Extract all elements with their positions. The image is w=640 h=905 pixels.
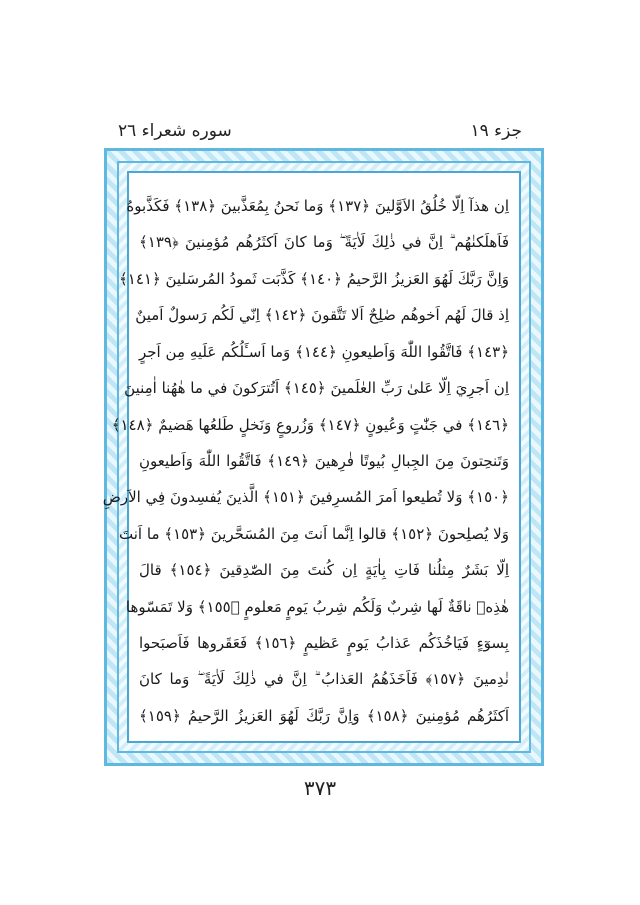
text-line-15: اَكثَرُهُم مُؤمِنينَ ﴿١٥٨﴾ وَاِنَّ رَبَّكَ لَهُوَ العَزيزُ الرَّحيمُ ﴿١٥٩﴾: [139, 706, 509, 725]
text-line-13: بِسوٓءٍ فَيَاخُذَكُم عَذابُ يَومٍ عَظيمٍ ﴿١٥٦﴾ فَعَقَروها فَاَصبَحوا: [139, 634, 509, 653]
text-line-6: اِن اَجرِيَ اِلّا عَلىٰ رَبِّ العٰلَمينَ ﴿١٤٥﴾ اَتُترَكونَ في ما هٰهُنا اٰمِنينَ: [124, 379, 509, 398]
text-line-8: وَتَنحِتونَ مِنَ الجِبالِ بُيوتًا فٰرِهينَ ﴿١٤٩﴾ فَاتَّقُوا اللّٰهَ وَاَطيعونِ: [139, 451, 510, 470]
quran-text: [102, 189, 510, 733]
ornamental-frame: [104, 148, 544, 766]
text-panel: [102, 171, 521, 743]
text-line-5: ﴿١٤٣﴾ فَاتَّقُوا اللّٰهَ وَاَطيعونِ ﴿١٤٤﴾ وَما اَسـَٔلُكُم عَلَيهِ مِن اَجرٍ: [139, 342, 509, 361]
page-header: [118, 116, 522, 146]
text-line-2: فَاَهلَكنٰهُم ۗ اِنَّ في ذٰلِكَ لَاٰيَةً ۖ وَما كانَ اَكثَرُهُم مُؤمِنينَ ﴿١٣٩﴾: [139, 233, 509, 252]
text-line-12: هٰذِهٖ ناقَةٌ لَها شِربٌ وَلَكُم شِربُ يَومٍ مَعلومٍ ﴿١٥٥﴾ وَلا تَمَسّوها: [125, 597, 509, 616]
text-line-7: ﴿١٤٦﴾ في جَنّٰتٍ وَعُيونٍ ﴿١٤٧﴾ وَزُروعٍ وَنَخلٍ طَلعُها هَضيمٌ ﴿١٤٨﴾: [111, 415, 509, 434]
juz-label: جزء ١٩: [470, 121, 522, 141]
text-line-4: اِذ قالَ لَهُم اَخوهُم صٰلِحٌ اَلا تَتَّقونَ ﴿١٤٢﴾ اِنّي لَكُم رَسولٌ اَمينٌ: [135, 306, 509, 325]
text-line-14: نٰدِمينَ ﴿١٥٧﴾ فَاَخَذَهُمُ العَذابُ ۗ اِنَّ في ذٰلِكَ لَاٰيَةً ۖ وَما كانَ: [139, 670, 509, 689]
page-number: ٣٧٣: [303, 776, 337, 800]
text-line-1: اِن هذآ اِلّا خُلُقُ الاَوَّلينَ ﴿١٣٧﴾ وَما نَحنُ بِمُعَذَّبينَ ﴿١٣٨﴾ فَكَذَّبوهُ: [126, 197, 509, 215]
surah-label: سوره شعراء ٢٦: [118, 121, 232, 141]
frame-border: [102, 161, 531, 753]
text-line-10: وَلا يُصلِحونَ ﴿١٥٢﴾ قالوا اِنَّما اَنتَ مِنَ المُسَحَّرينَ ﴿١٥٣﴾ ما اَنتَ: [119, 524, 509, 543]
text-line-9: ﴿١٥٠﴾ وَلا تُطيعوا اَمرَ المُسرِفينَ ﴿١٥١﴾ الَّذينَ يُفسِدونَ فِي الاَرضِ: [102, 488, 509, 507]
text-line-3: وَاِنَّ رَبَّكَ لَهُوَ العَزيزُ الرَّحيمُ ﴿١٤٠﴾ كَذَّبَت ثَمودُ المُرسَلينَ ﴿١٤١﴾: [118, 269, 509, 288]
text-line-11: اِلّا بَشَرٌ مِثلُنا فَاتِ بِاٰيَةٍ اِن كُنتَ مِنَ الصّٰدِقينَ ﴿١٥٤﴾ قالَ: [139, 561, 509, 580]
